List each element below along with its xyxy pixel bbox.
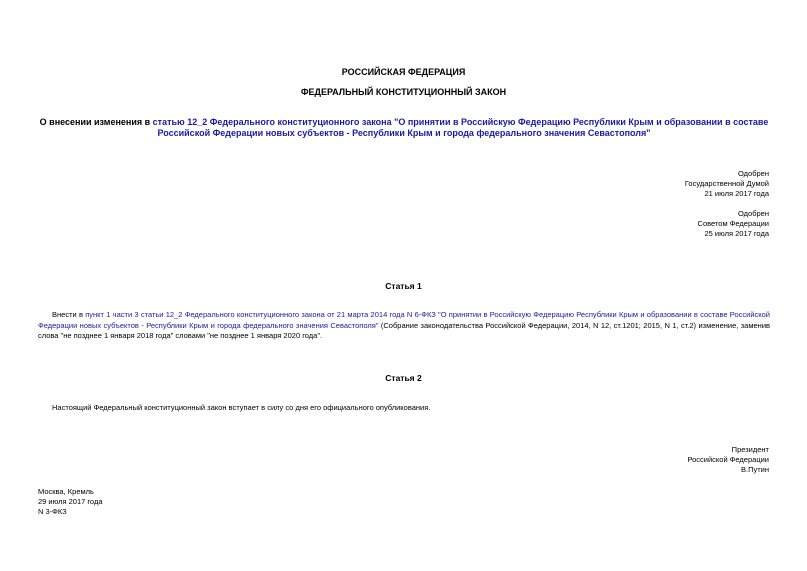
article-2-text-content: Настоящий Федеральный конституционный закон вступает в силу со дня его официального опубликования. — [52, 403, 431, 412]
signature-title: Президент — [731, 445, 769, 454]
title-law-link[interactable] — [153, 117, 769, 138]
document-title — [38, 117, 770, 139]
title-link-line-1[interactable]: статью 12_2 Федерального конституционного закона "О принятии в Российскую Федерацию Республики Крым и образовании в составе — [152, 117, 769, 127]
approval-duma-date: 21 июля 2017 года — [704, 189, 769, 198]
article-1-text-start: Внести в — [52, 310, 86, 319]
article-1-text-end: (Собрание законодательства Российской Федерации, 2014, N 12, ст.1201; 2015, N 1, ст.2) изменение, заменив слова "не позднее 1 января 2018 года" словами "не позднее 1 января 2020 года". — [38, 320, 770, 340]
law-number: N 3-ФКЗ — [38, 507, 67, 516]
approval-council-label: Одобрен — [738, 209, 769, 218]
approval-duma-label: Одобрен — [738, 169, 769, 178]
approval-federation-council — [698, 209, 769, 239]
place-date: 29 июля 2017 года — [38, 497, 103, 506]
signature-country: Российской Федерации — [687, 455, 769, 464]
approval-duma — [685, 169, 769, 199]
place-location: Москва, Кремль — [38, 487, 94, 496]
article-1-heading: Статья 1 — [385, 281, 422, 291]
signature-name: В.Путин — [741, 465, 769, 474]
place-date-block — [38, 487, 103, 517]
approval-council-date: 25 июля 2017 года — [704, 229, 769, 238]
article-2-heading: Статья 2 — [385, 373, 422, 383]
title-prefix: О внесении изменения в — [39, 117, 153, 127]
title-link-line-2[interactable]: Российской Федерации новых субъектов - Республики Крым и города федерального значения Севастополя" — [157, 128, 651, 138]
article-1-text — [38, 310, 770, 342]
approval-council-body: Советом Федерации — [697, 219, 769, 228]
signature-block — [687, 445, 769, 475]
approval-duma-body: Государственной Думой — [684, 179, 769, 188]
article-1-law-link[interactable]: пункт 1 части 3 статьи 12_2 Федерального конституционного закона от 21 марта 2014 года N 6-ФКЗ "О принятии в Российскую Федерацию Республики Крым и образовании в составе Российской Федерации новых субъектов - Республики Крым и города федерального значения Севастополя" — [38, 310, 770, 330]
country-heading: РОССИЙСКАЯ ФЕДЕРАЦИЯ — [341, 67, 466, 77]
document-type-heading: ФЕДЕРАЛЬНЫЙ КОНСТИТУЦИОННЫЙ ЗАКОН — [300, 87, 507, 97]
article-2-text — [38, 403, 770, 414]
